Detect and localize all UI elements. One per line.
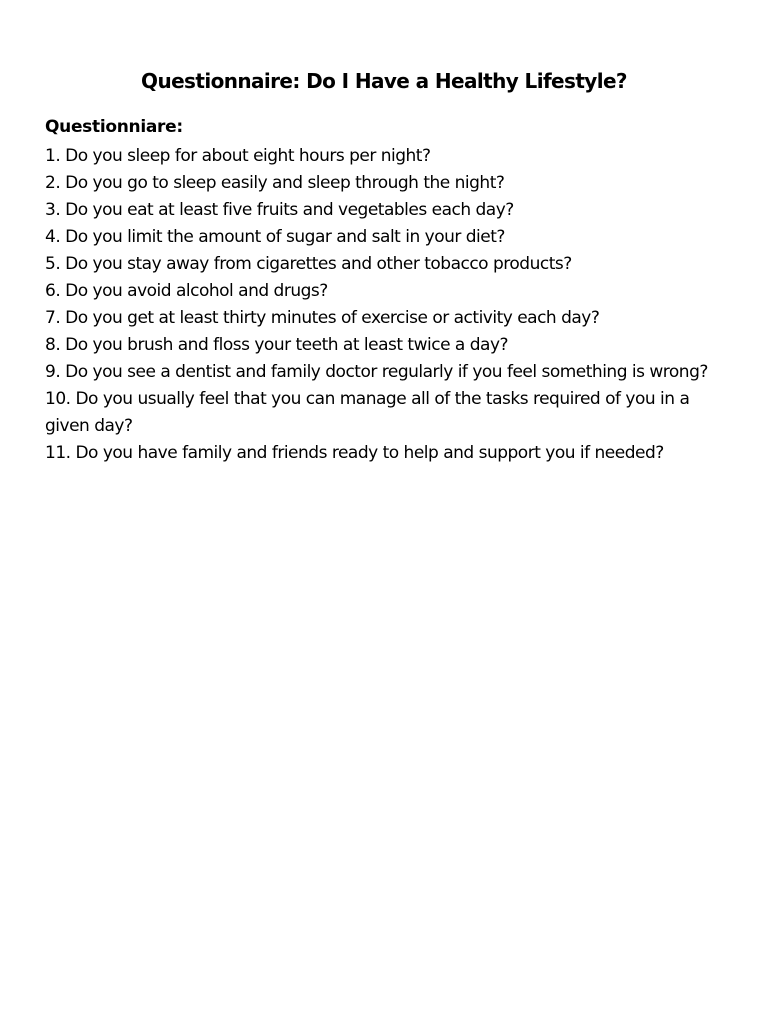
section-heading: Questionniare: (45, 117, 183, 137)
question-item-1: 1. Do you sleep for about eight hours per night? (45, 146, 431, 166)
question-item-5: 5. Do you stay away from cigarettes and other tobacco products? (45, 254, 572, 274)
document-title: Questionnaire: Do I Have a Healthy Lifestyle? (141, 69, 627, 93)
question-item-6: 6. Do you avoid alcohol and drugs? (45, 281, 328, 301)
question-item-4: 4. Do you limit the amount of sugar and salt in your diet? (45, 227, 505, 247)
question-item-3: 3. Do you eat at least five fruits and vegetables each day? (45, 200, 514, 220)
question-item-8: 8. Do you brush and floss your teeth at least twice a day? (45, 335, 509, 355)
question-item-9: 9. Do you see a dentist and family doctor regularly if you feel something is wrong? (45, 362, 708, 382)
question-item-7: 7. Do you get at least thirty minutes of exercise or activity each day? (45, 308, 600, 328)
question-item-11: 11. Do you have family and friends ready to help and support you if needed? (45, 443, 664, 463)
question-list (45, 143, 735, 467)
question-item-10: 10. Do you usually feel that you can manage all of the tasks required of you in a given day? (45, 389, 690, 436)
question-item-2: 2. Do you go to sleep easily and sleep through the night? (45, 173, 505, 193)
